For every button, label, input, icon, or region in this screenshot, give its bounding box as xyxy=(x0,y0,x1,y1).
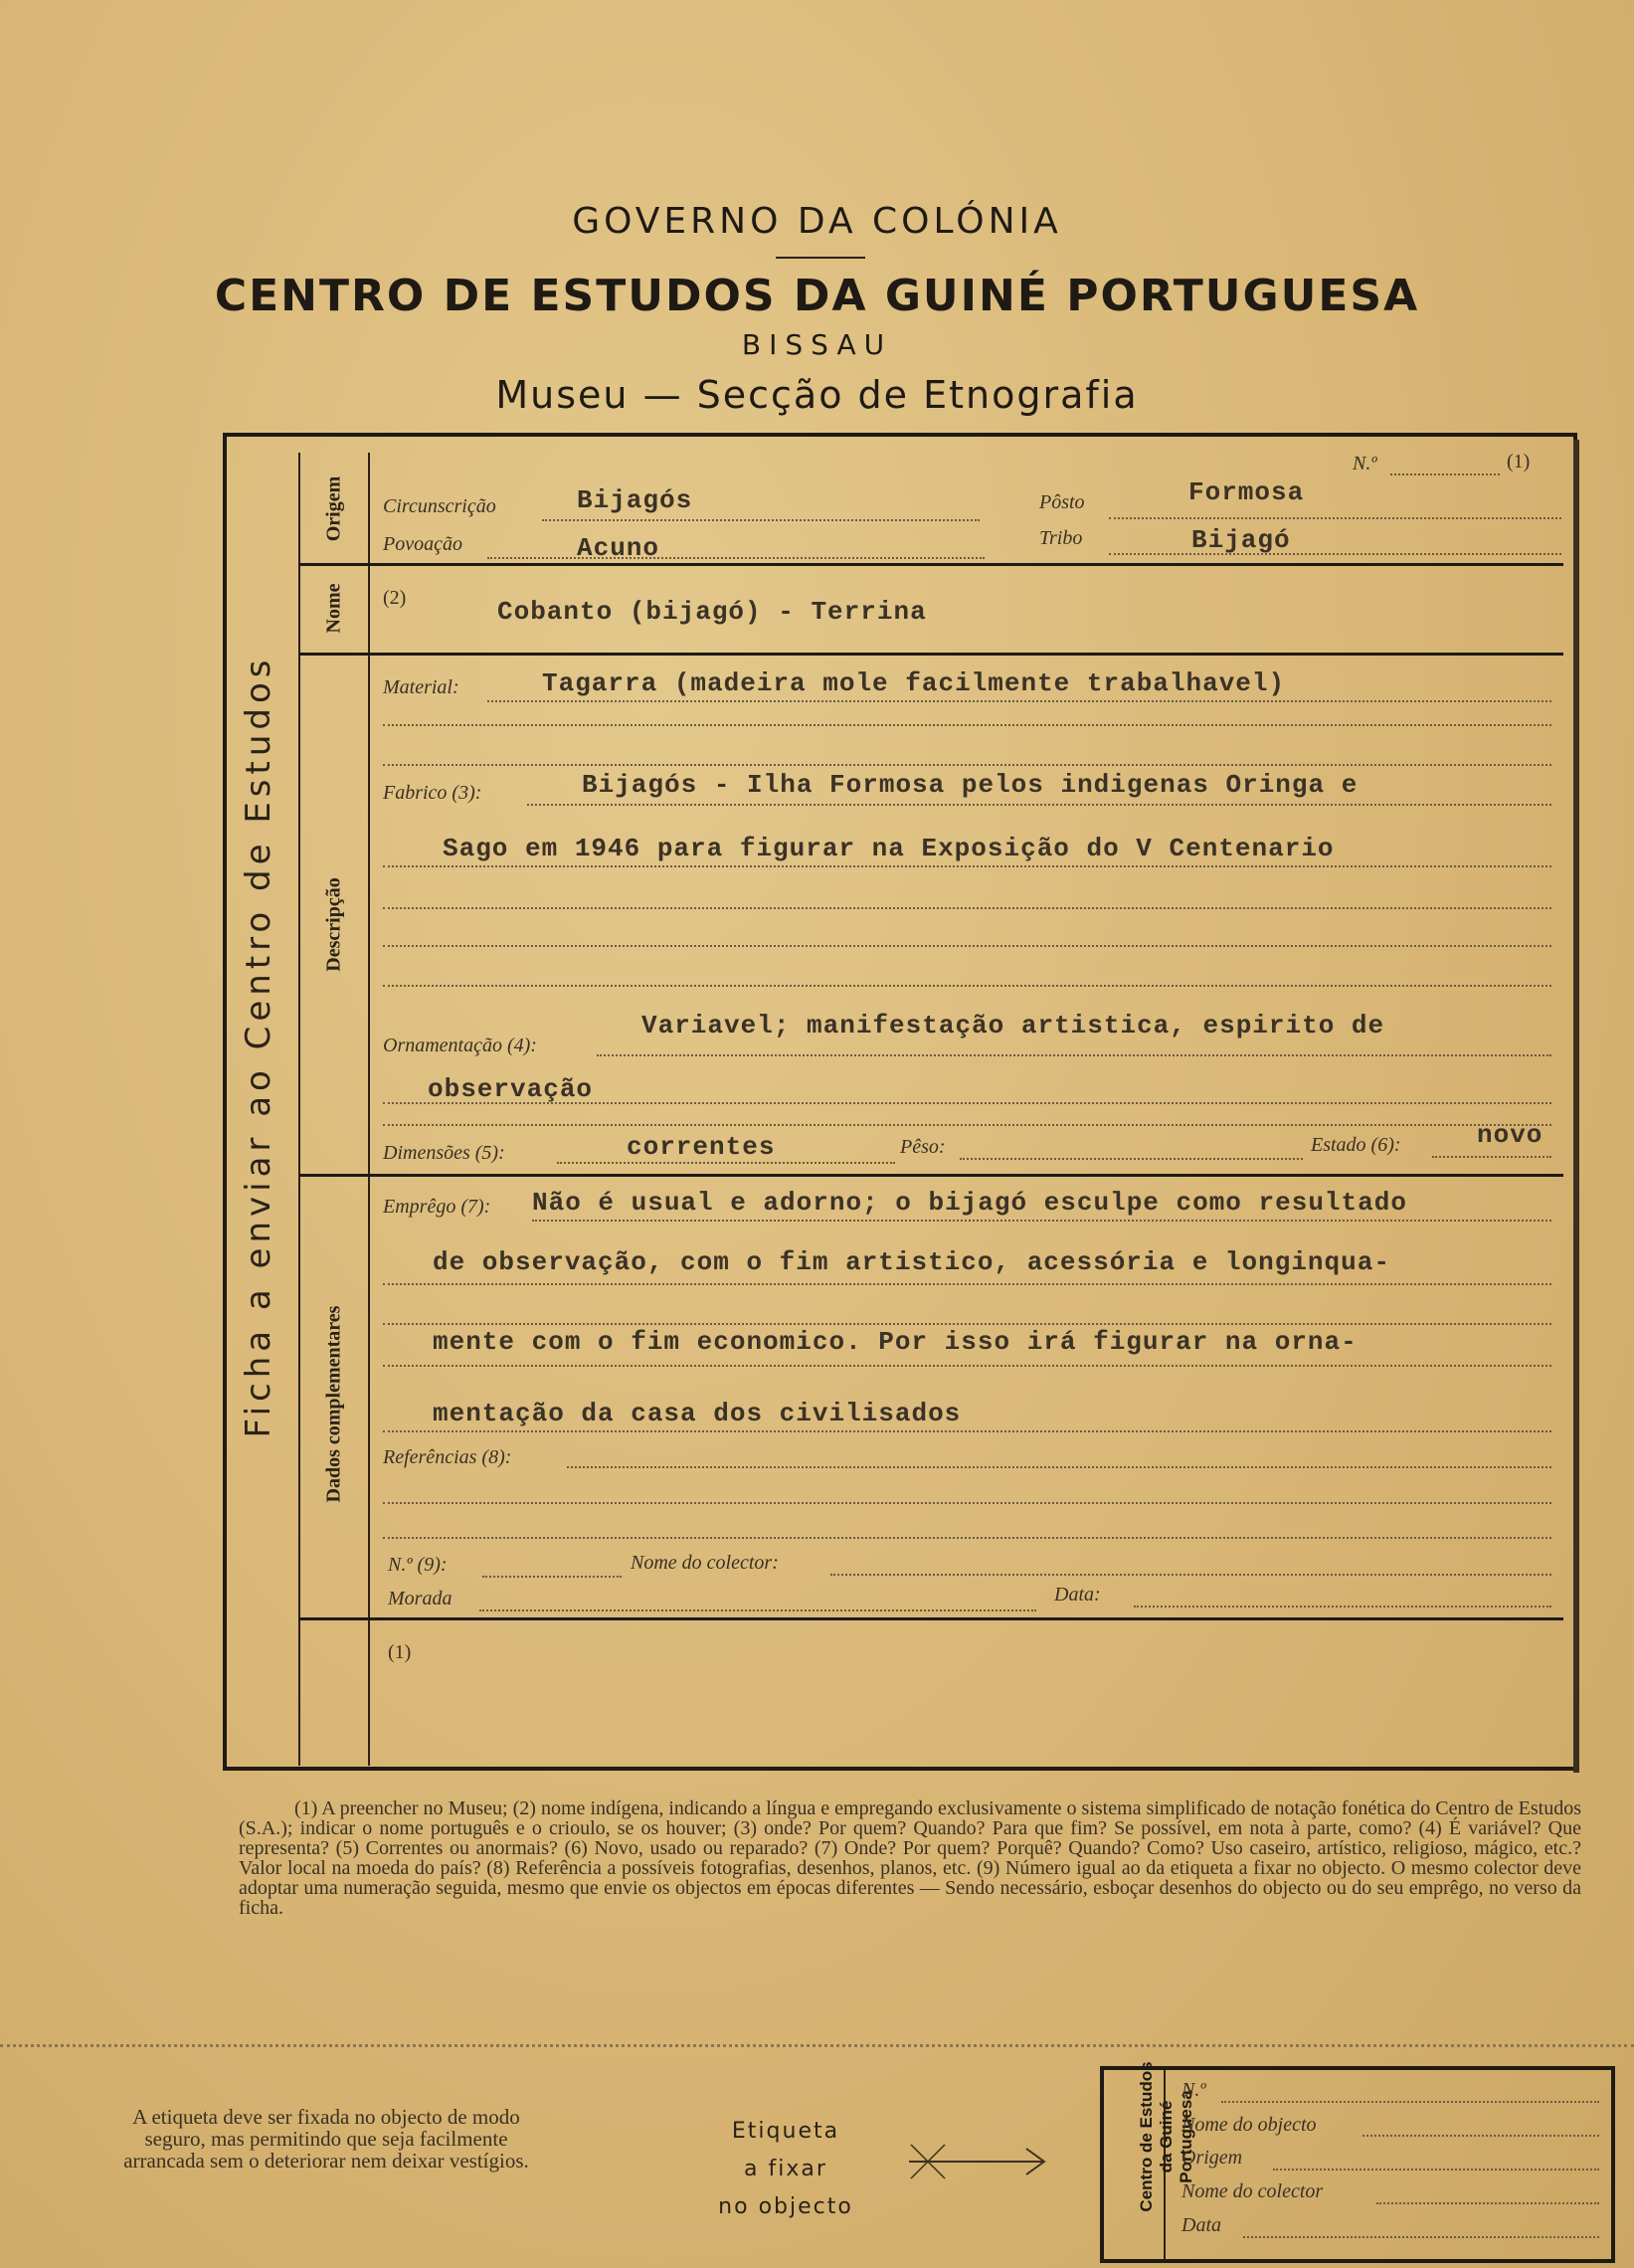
divider-origem xyxy=(298,563,1563,566)
ornamentacao-line2[interactable]: observação xyxy=(428,1074,594,1104)
referencias-line[interactable] xyxy=(567,1466,1551,1468)
nome-ref: (2) xyxy=(383,587,407,609)
peso-line[interactable] xyxy=(960,1158,1303,1160)
emprego-label: Emprêgo (7): xyxy=(383,1196,491,1218)
morada-line[interactable] xyxy=(479,1609,1036,1611)
referencias-line-2 xyxy=(383,1502,1551,1504)
label-colector: Nome do colector xyxy=(1181,2180,1324,2202)
emprego-line-3 xyxy=(383,1323,1551,1325)
side-title: Ficha a enviar ao Centro de Estudos xyxy=(239,655,278,1438)
header-rule xyxy=(776,257,865,259)
etiqueta-center-line2: a fixar xyxy=(744,2157,827,2181)
morada-label: Morada xyxy=(388,1588,453,1609)
label-origem: Origem xyxy=(1181,2147,1243,2169)
ornamentacao-label: Ornamentação (4): xyxy=(383,1035,537,1056)
origem-numero-line[interactable] xyxy=(1390,473,1500,475)
ornamentacao-line-3 xyxy=(383,1124,1551,1126)
column-divider-2 xyxy=(368,453,370,1766)
circunscricao-value[interactable]: Bijagós xyxy=(577,485,693,515)
dimensoes-label: Dimensões (5): xyxy=(383,1142,505,1164)
material-value[interactable]: Tagarra (madeira mole facilmente trabalhavel) xyxy=(542,668,1286,698)
referencias-line-3 xyxy=(383,1537,1551,1539)
label-origem-line[interactable] xyxy=(1273,2169,1599,2171)
povoacao-label: Povoação xyxy=(383,533,462,555)
arrow-right-icon xyxy=(905,2137,1054,2186)
colector-label: Nome do colector: xyxy=(631,1552,779,1574)
emprego-line-2 xyxy=(383,1283,1551,1285)
material-line-3 xyxy=(383,764,1551,766)
estado-value[interactable]: novo xyxy=(1477,1120,1543,1150)
povoacao-value[interactable]: Acuno xyxy=(577,533,660,563)
dimensoes-value[interactable]: correntes xyxy=(627,1132,776,1162)
posto-value[interactable]: Formosa xyxy=(1188,477,1305,507)
ornamentacao-line-2 xyxy=(383,1102,1551,1104)
label-nome-objecto: Nome do objecto xyxy=(1181,2114,1317,2136)
section-dados: Dados complementares xyxy=(322,1305,345,1503)
origem-numero-ref: (1) xyxy=(1507,451,1531,472)
fabrico-line2[interactable]: Sago em 1946 para figurar na Exposição do V Centenario xyxy=(443,834,1335,863)
emprego-line xyxy=(532,1220,1551,1222)
material-line xyxy=(487,700,1551,702)
etiqueta-center xyxy=(686,2113,885,2226)
circunscricao-label: Circunscrição xyxy=(383,495,496,517)
tribo-label: Tribo xyxy=(1039,527,1083,549)
peso-label: Pêso: xyxy=(900,1136,946,1158)
posto-line xyxy=(1109,517,1561,519)
povoacao-line xyxy=(487,557,985,559)
fabrico-line-3 xyxy=(383,907,1551,909)
emprego-line1[interactable]: Não é usual e adorno; o bijagó esculpe como resultado xyxy=(532,1188,1407,1218)
bottom-ref: (1) xyxy=(388,1641,412,1663)
label-numero-line[interactable] xyxy=(1221,2101,1599,2103)
header-section: Museu — Secção de Etnografia xyxy=(495,373,1139,417)
data-line[interactable] xyxy=(1134,1606,1551,1607)
material-line-2 xyxy=(383,724,1551,726)
divider-descricao xyxy=(298,1174,1563,1177)
emprego-line4[interactable]: mentação da casa dos civilisados xyxy=(433,1399,962,1428)
divider-nome xyxy=(298,653,1563,656)
ornamentacao-line1[interactable]: Variavel; manifestação artistica, espirito de xyxy=(641,1011,1385,1040)
material-label: Material: xyxy=(383,676,459,698)
etiqueta-instructions: A etiqueta deve ser fixada no objecto de modo seguro, mas permitindo que seja facilmente arrancada sem o deteriorar nem deixar vestígios. xyxy=(123,2105,529,2173)
data-label: Data: xyxy=(1054,1584,1101,1606)
footnote xyxy=(239,1798,1581,1918)
numero-line[interactable] xyxy=(482,1576,622,1578)
label-side-line2: da Guiné Portuguesa xyxy=(1157,2090,1195,2183)
tribo-line xyxy=(1109,553,1561,555)
section-descricao: Descripção xyxy=(322,877,345,972)
circunscricao-line xyxy=(542,519,980,521)
label-data-line[interactable] xyxy=(1243,2236,1599,2238)
emprego-line-4 xyxy=(383,1365,1551,1367)
fabrico-label: Fabrico (3): xyxy=(383,782,482,804)
label-numero: N.º xyxy=(1181,2079,1206,2101)
colector-line[interactable] xyxy=(830,1574,1551,1576)
label-data: Data xyxy=(1181,2214,1221,2236)
ornamentacao-line xyxy=(597,1054,1551,1056)
emprego-line2[interactable]: de observação, com o fim artistico, acessória e longinqua- xyxy=(433,1247,1390,1277)
section-nome: Nome xyxy=(322,583,345,634)
posto-label: Pôsto xyxy=(1039,491,1085,513)
etiqueta-center-line1: Etiqueta xyxy=(731,2119,840,2144)
fabrico-line1[interactable]: Bijagós - Ilha Formosa pelos indigenas Oringa e xyxy=(582,770,1359,800)
nome-value[interactable]: Cobanto (bijagó) - Terrina xyxy=(497,597,927,627)
estado-label: Estado (6): xyxy=(1311,1134,1401,1156)
fabrico-line xyxy=(527,804,1551,806)
header-centre: CENTRO DE ESTUDOS DA GUINÉ PORTUGUESA xyxy=(214,271,1420,321)
label-side-line1: Centro de Estudos xyxy=(1137,2061,1156,2212)
tribo-value[interactable]: Bijagó xyxy=(1191,525,1291,555)
origem-numero-label: N.º xyxy=(1353,453,1377,474)
header-city: BISSAU xyxy=(741,328,893,361)
referencias-label: Referências (8): xyxy=(383,1446,512,1468)
header-government: GOVERNO DA COLÓNIA xyxy=(572,201,1062,242)
perforation-line xyxy=(0,2044,1634,2047)
estado-line xyxy=(1432,1156,1551,1158)
footnote-text: (1) A preencher no Museu; (2) nome indígena, indicando a língua e empregando exclusivamente o sistema simplificado de notação fonética do Centro de Estudos (S.A.); indicar o nome português e o crioulo, se os houver; (3) onde? Por quem? Quando? Para que fim? Se possível, em nota à parte, como? (4) É variável? Que representa? (5) Correntes ou anormais? (6) Novo, usado ou reparado? (7) Onde? Por quem? Porquê? Quando? Como? Uso caseiro, artístico, religioso, mágico, etc.? Valor local na moeda do país? (8) Referência a possíveis fotografias, desenhos, planos, etc. (9) Número igual ao da etiqueta a fixar no objecto. O mesmo colector deve adoptar uma numeração seguida, mesmo que envie os objectos em épocas diferentes — Sendo necessário, esboçar desenhos do objecto ou do seu emprêgo, no verso da ficha. xyxy=(239,1797,1581,1919)
divider-dados xyxy=(298,1617,1563,1620)
etiqueta-center-line3: no objecto xyxy=(718,2194,853,2219)
fabrico-line-4 xyxy=(383,945,1551,947)
column-divider-1 xyxy=(298,453,300,1766)
section-origem: Origem xyxy=(322,475,345,542)
fabrico-line-5 xyxy=(383,985,1551,987)
numero-label: N.º (9): xyxy=(388,1554,448,1576)
fabrico-line-2 xyxy=(383,865,1551,867)
emprego-line-5 xyxy=(383,1430,1551,1432)
label-colector-line[interactable] xyxy=(1376,2202,1599,2204)
emprego-line3[interactable]: mente com o fim economico. Por isso irá figurar na orna- xyxy=(433,1327,1358,1357)
label-nome-objecto-line[interactable] xyxy=(1362,2135,1599,2137)
dimensoes-line xyxy=(557,1162,895,1164)
form-frame-shadow xyxy=(1573,440,1579,1773)
